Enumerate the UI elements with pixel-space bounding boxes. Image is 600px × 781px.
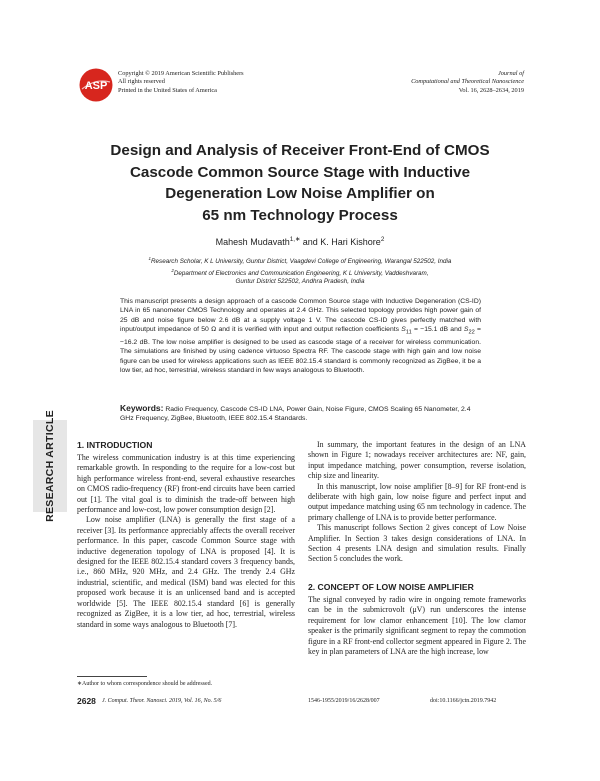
footnote-divider — [77, 676, 147, 677]
footer-issn: 1546-1955/2019/16/2628/007 — [308, 698, 380, 704]
author-name: Mahesh Mudavath — [215, 237, 290, 247]
paper-title: Design and Analysis of Receiver Front-End of CMOS Cascode Common Source Stage with Inductive Degeneration Low Noise Amplifier on 65 nm Technology Process — [110, 142, 490, 224]
asp-logo — [79, 68, 113, 102]
keywords — [120, 404, 481, 424]
abstract: This manuscript presents a design approach of a cascode Common Source stage with Inductive Degeneration (CS-ID) LNA in 65 nanometer CMOS Technology and operates at 2.4 GHz. This selected topology provides high power gain of 25 dB and noise figure below 2.6 dB at a supply voltage 1 V. The cascode CS-ID gives perfectly matched with input/output impedance of 50 Ω and it is verified with input and output reflection coefficients $S_{11} = -15.1$ dB and $S_{22} = -16.2$ dB. The low noise amplifier is designed to be used as cascode stage of a receiver for wireless communication. The simulations are finished by using cadence virtuoso Spectra RF. The cascode stage with high gain and low noise figure can be used for wireless applications such as IEEE 802.15.4 standard is commonly recognized as ZigBee, it be a low tier, ad hoc, terrestrial, wireless standard in few ways analogous to Bluetooth. — [120, 298, 482, 375]
footnote: ∗Author to whom correspondence should be addressed. — [77, 681, 213, 687]
author-list: Mahesh Mudavath$^{1,∗}$ and K. Hari Kishore$^2$ — [215, 236, 385, 247]
author-name: K. Hari Kishore — [320, 237, 381, 247]
logo-text: ASP — [84, 80, 108, 92]
section-heading: 2. CONCEPT OF LOW NOISE AMPLIFIER — [308, 581, 474, 592]
affiliations: $^1$Research Scholar, K L University, Guntur District, Vaagdevi College of Engineering, Warangal 522502, India $^2$Department of Electronics and Communication Engineering, K L University, Vaddeshvaram, Guntur District 522502, Andhra Pradesh, India — [148, 256, 452, 286]
paragraph: In summary, the important features in the design of an LNA shown in Figure 1; nowadays receiver architectures are: NF, gain, input impedance matching, power consumption, reverse isolation, chip size and linearity. — [308, 440, 526, 481]
paragraph: Low noise amplifier (LNA) is generally the first stage of a receiver [3]. Its performance appreciably affects the overall receiver performance. In this paper, cascode Common Source stage with inductive degeneration topology of LNA is proposed [4]. It is designed for the IEEE 802.15.4 standard covers 3 frequency bands, i.e., 860 MHz, 920 MHz, and 2.4 GHz. The trendy 2.4 GHz industrial, scientific, and medical (ISM) band was elected for this proposed work because it is an unlicensed band and is accepted worldwide [5]. The IEEE 802.15.4 standard [6] is generally recognized as ZigBee, it is a low tier, ad hoc, terrestrial, wireless standard in some ways analogous to Bluetooth [7]. — [77, 515, 295, 629]
page-number: 2628 — [77, 696, 96, 706]
right-column — [308, 440, 526, 657]
paragraph: In this manuscript, low noise amplifier [8–9] for RF front-end is deliberate with high gain, low noise figure and perfect input and output impedance matching using 65 nm technology in cadence. The primary challenge of LNA is to provide better performance. — [308, 481, 526, 522]
article-type-tab: RESEARCH ARTICLE — [33, 420, 67, 512]
section-heading: 1. INTRODUCTION — [77, 440, 153, 450]
copyright-notice: Copyright © 2019 American Scientific Publishers All rights reserved Printed in the United States of America — [118, 70, 244, 94]
left-column — [77, 440, 295, 630]
journal-info: Journal of Computational and Theoretical Nanoscience Vol. 16, 2628–2634, 2019 — [411, 70, 524, 94]
keywords-label: Keywords: — [120, 403, 164, 413]
keywords-text: Radio Frequency, Cascode CS-ID LNA, Power Gain, Noise Figure, CMOS Scaling 65 Nanometer, 2.4 GHz Frequency, ZigBee, Bluetooth, IEEE 802.15.4 Standards. — [120, 406, 471, 423]
footer-doi: doi:10.1166/jctn.2019.7942 — [430, 698, 497, 704]
footer-journal: J. Comput. Theor. Nanosci. 2019, Vol. 16, No. 5/6 — [102, 698, 222, 704]
paragraph: The signal conveyed by radio wire in ongoing remote frameworks can be in the submicrovolt (μV) run underscores the intense requirement for low clamor enhancement [10]. The low clamor speaker is the primarily significant segment to repay the commotion figure in a RF front-end collector segment appeared in Figure 2. The key in plan parameters of LNA are the high increase, low — [308, 594, 526, 656]
paragraph: This manuscript follows Section 2 gives concept of Low Noise Amplifier. In Section 3 takes design considerations of LNA. In Section 4 presents LNA design and simulation results. Finally Section 5 concludes the work. — [308, 523, 526, 564]
paragraph: The wireless communication industry is at this time experiencing remarkable growth. In responding to the require for a low-cost but high performance wireless front-end, several exhaustive researches on CMOS radio-frequency (RF) front-end circuits have been carried out [1]. The vital goal is to diminish the trade-off between high performance and low-cost, low power consumption design [2]. — [77, 453, 295, 515]
